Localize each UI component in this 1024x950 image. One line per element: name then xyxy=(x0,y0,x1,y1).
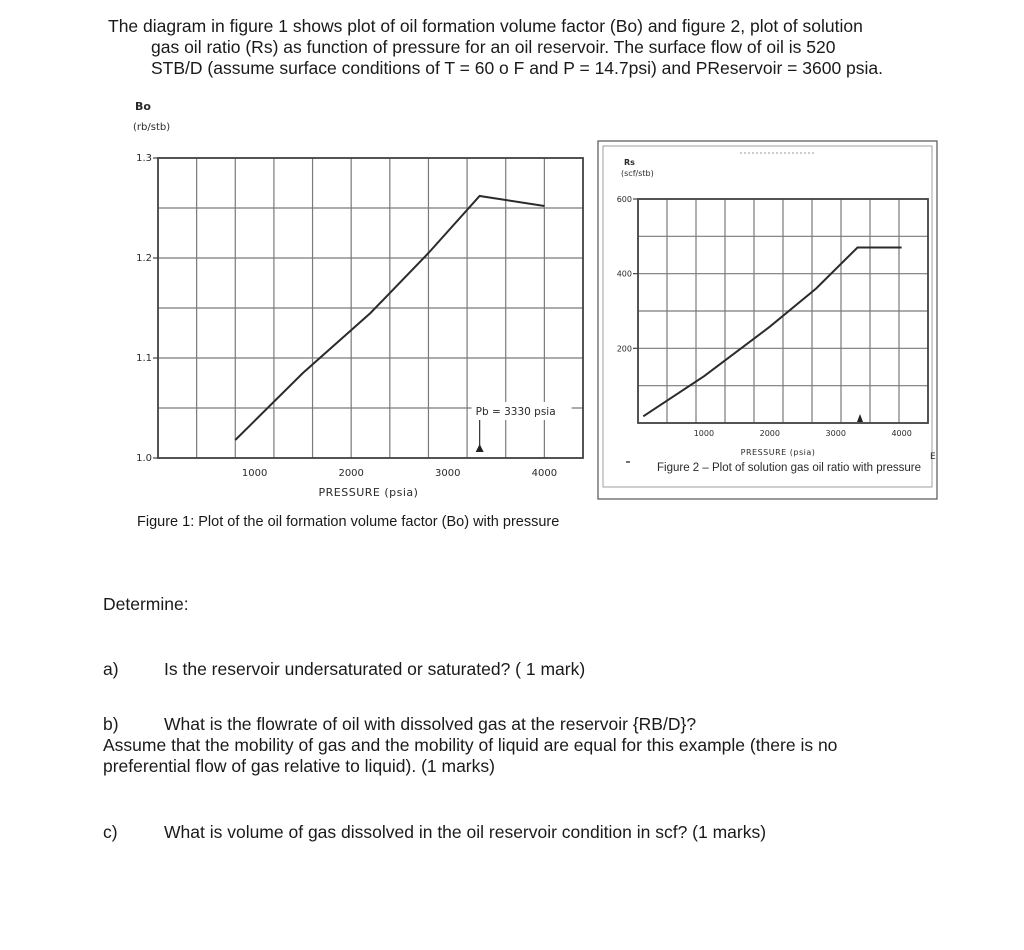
question-c-label: c) xyxy=(103,822,118,842)
question-b-label: b) xyxy=(103,714,119,734)
intro-line-1: The diagram in figure 1 shows plot of oil formation volume factor (Bo) and figure 2, plot of solution xyxy=(108,16,863,36)
figure-1-caption: Figure 1: Plot of the oil formation volume factor (Bo) with pressure xyxy=(137,514,560,530)
bo-plot xyxy=(133,100,583,499)
intro-line-2: gas oil ratio (Rs) as function of pressure for an oil reservoir. The surface flow of oil is 520 xyxy=(151,37,836,57)
figure-2-caption: Figure 2 – Plot of solution gas oil ratio with pressure xyxy=(657,462,921,474)
y-tick-label: 1.1 xyxy=(136,353,152,364)
pb-marker-arrow xyxy=(476,444,484,452)
stray-mark: E xyxy=(930,452,936,462)
y-tick-label: 1.3 xyxy=(136,153,152,164)
question-b-line-2: Assume that the mobility of gas and the mobility of liquid are equal for this example (there is no xyxy=(103,735,838,755)
figure-2-outer-box xyxy=(598,141,937,499)
x-tick-label: 4000 xyxy=(531,468,558,479)
y-tick-label: 1.0 xyxy=(136,453,152,464)
question-b-line-3: preferential flow of gas relative to liquid). (1 marks) xyxy=(103,756,495,776)
question-c-text: What is volume of gas dissolved in the oil reservoir condition in scf? (1 marks) xyxy=(164,822,767,842)
y-axis-units: (scf/stb) xyxy=(621,169,654,178)
x-tick-label: 4000 xyxy=(891,429,912,438)
y-axis-symbol: Rs xyxy=(624,158,635,167)
determine-heading: Determine: xyxy=(103,594,189,614)
y-tick-label: 600 xyxy=(616,195,632,204)
question-a-label: a) xyxy=(103,659,119,679)
question-b-text: What is the flowrate of oil with dissolved gas at the reservoir {RB/D}? xyxy=(164,714,697,734)
y-tick-label: 1.2 xyxy=(136,253,152,264)
intro-line-3: STB/D (assume surface conditions of T = 60 o F and P = 14.7psi) and PReservoir = 3600 psia. xyxy=(151,58,884,78)
series-line-rs xyxy=(643,248,901,417)
question-a-text: Is the reservoir undersaturated or saturated? ( 1 mark) xyxy=(164,659,586,679)
pb-annotation: Pb = 3330 psia xyxy=(475,406,556,418)
y-tick-label: 400 xyxy=(616,269,632,279)
x-tick-label: 3000 xyxy=(825,429,846,438)
x-tick-label: 2000 xyxy=(338,468,364,479)
x-tick-label: 1000 xyxy=(693,429,715,438)
x-tick-label: 2000 xyxy=(759,429,780,438)
x-axis-label: PRESSURE (psia) xyxy=(740,448,816,457)
rs-plot xyxy=(598,141,937,499)
y-axis-units: (rb/stb) xyxy=(133,122,171,133)
rs-pb-arrow xyxy=(857,414,863,422)
x-tick-label: 1000 xyxy=(241,468,268,479)
y-tick-label: 200 xyxy=(616,344,632,354)
y-axis-symbol: Bo xyxy=(135,100,151,113)
x-axis-label: PRESSURE (psia) xyxy=(318,486,419,499)
x-tick-label: 3000 xyxy=(435,468,461,479)
